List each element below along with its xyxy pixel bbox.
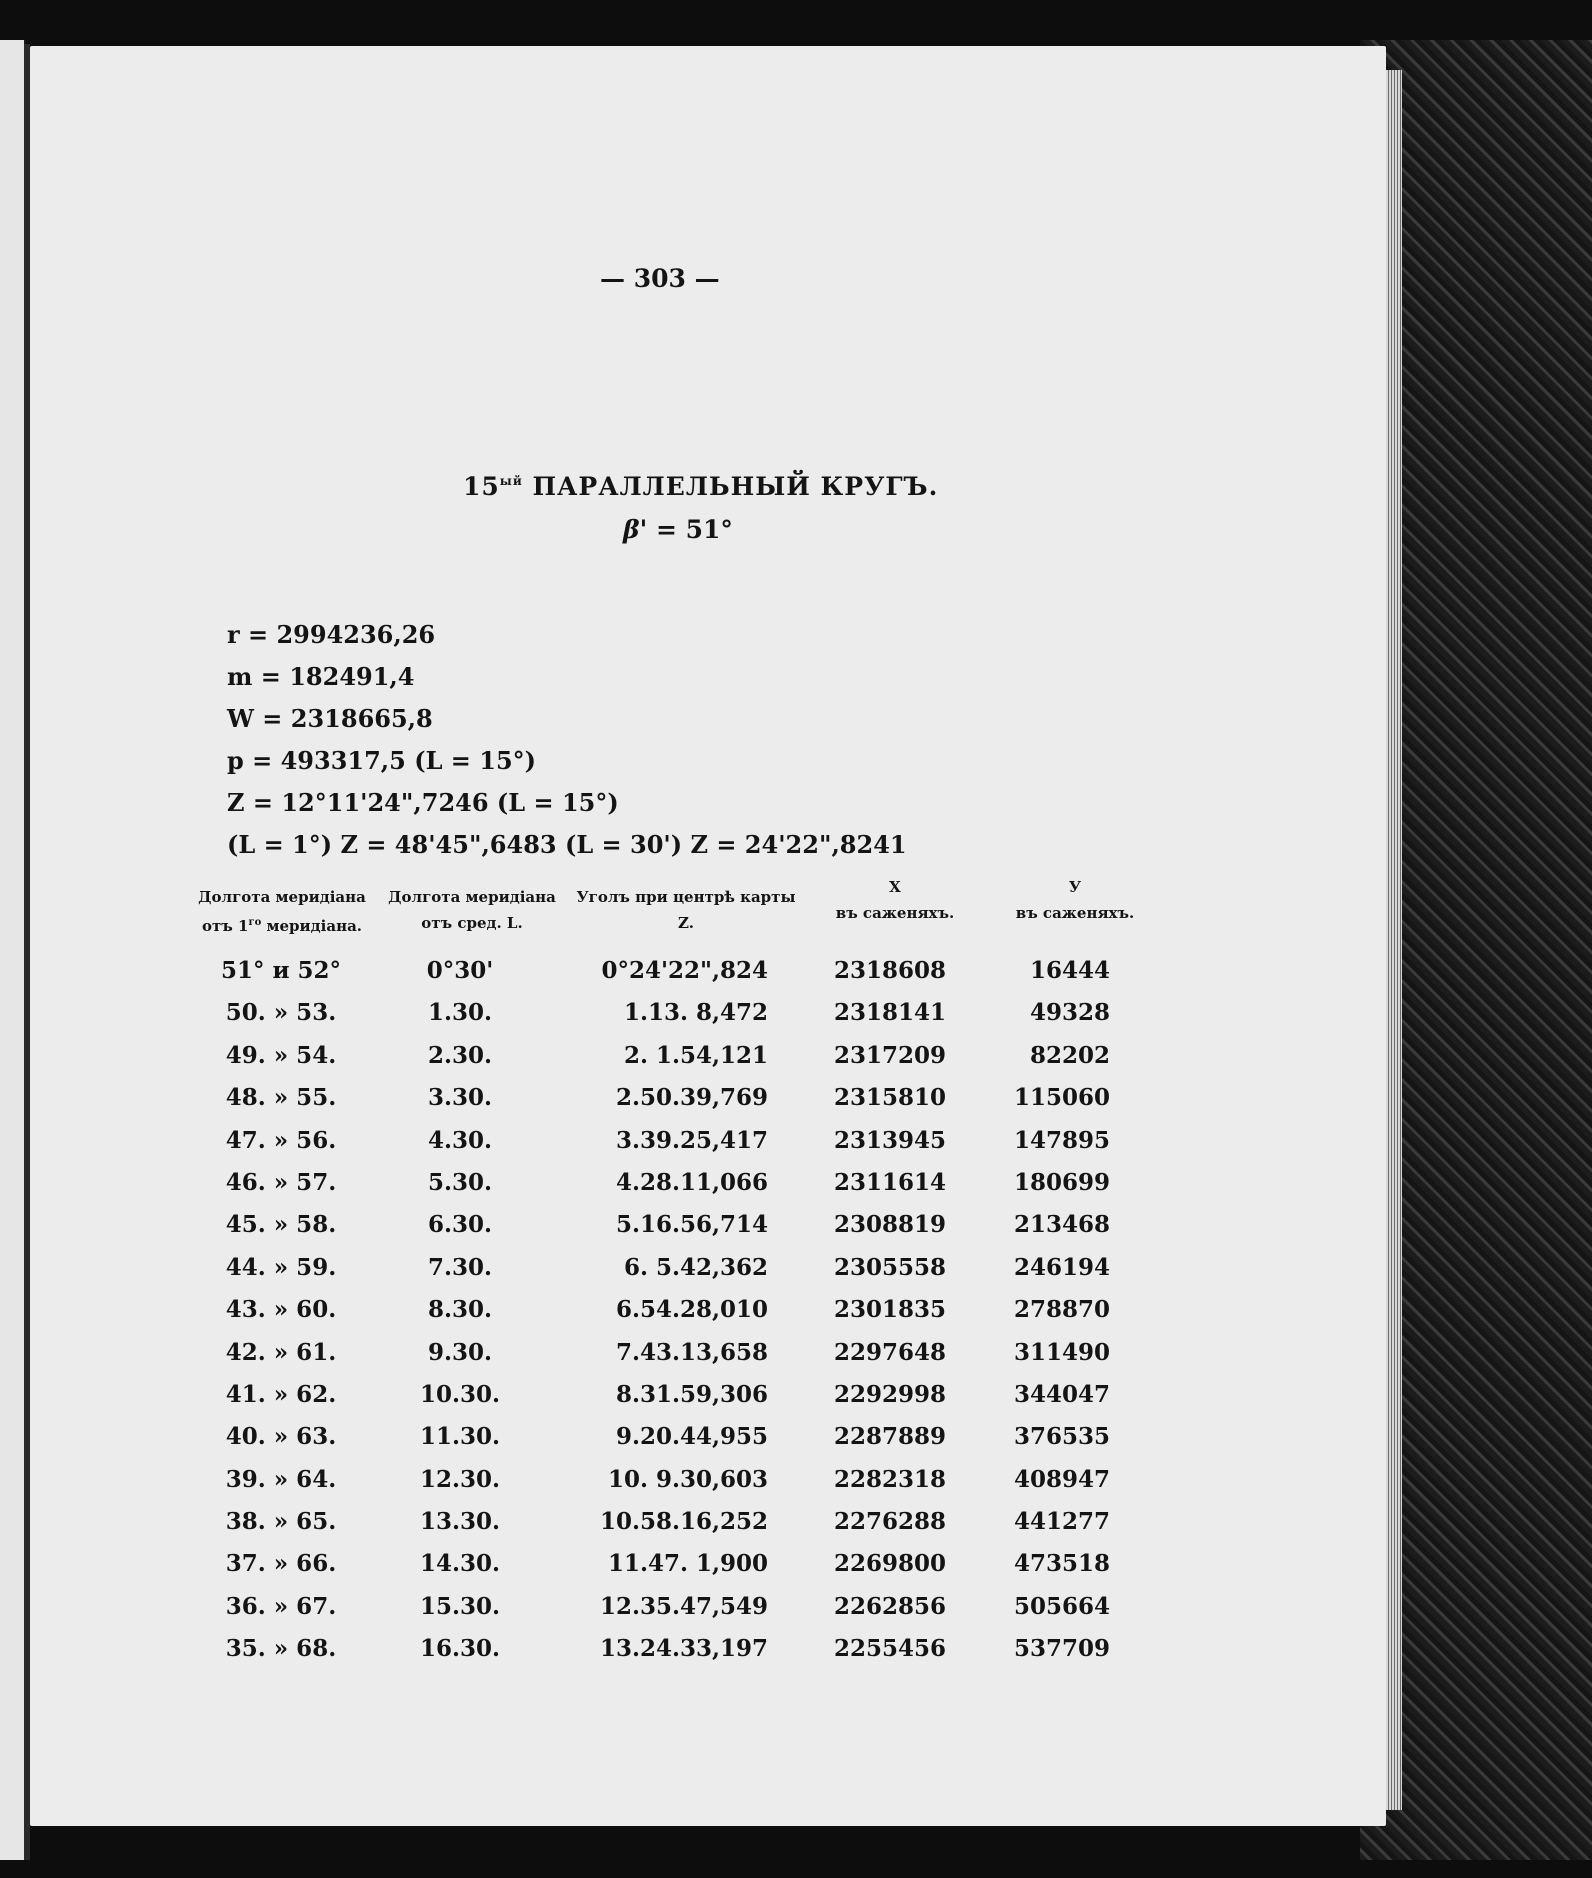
angle-cell: 11.47. 1,900 [607,1550,768,1578]
table-row [190,1416,1130,1458]
header-part: отъ 1 [201,917,249,935]
previous-page-edge [0,40,26,1860]
x-cell: 2269800 [833,1550,947,1578]
header-line [190,910,374,939]
table-row [190,1289,1130,1331]
angle-cell: 1.13. 8,472 [623,999,768,1027]
header-angle-center [576,884,796,936]
header-line: У [1068,878,1082,896]
formula-r: r = 2994236,26 [227,620,436,649]
longitude-first-cell: 47. » 56. [225,1126,337,1154]
x-cell: 2318608 [833,957,947,984]
angle-cell: 10. 9.30,603 [607,1465,768,1493]
longitude-middle-cell: 5.30. [427,1168,493,1196]
header-line: отъ сред. L. [421,914,523,932]
y-cell: 537709 [1013,1635,1110,1663]
coordinates-table [190,878,1135,1663]
y-cell: 344047 [1013,1380,1110,1408]
section-title [463,472,938,501]
angle-cell: 3.39.25,417 [615,1126,768,1154]
longitude-middle-cell: 4.30. [427,1126,493,1154]
longitude-middle-cell: 6.30. [427,1211,493,1239]
x-cell: 2282318 [833,1465,947,1493]
book-page [30,46,1386,1826]
y-cell: 473518 [1013,1550,1110,1578]
table-row [190,1120,1130,1162]
y-cell: 16444 [1029,957,1110,984]
y-cell: 441277 [1013,1508,1110,1536]
longitude-first-cell: 43. » 60. [225,1296,337,1324]
y-cell: 115060 [1013,1084,1110,1112]
x-cell: 2313945 [833,1126,947,1154]
angle-cell: 13.24.33,197 [599,1635,768,1663]
longitude-middle-cell: 16.30. [419,1635,501,1663]
table-body [190,950,1130,1671]
formula-z-increments: (L = 1°) Z = 48'45",6483 (L = 30') Z = 24'22",8241 [227,830,907,859]
table-row [190,992,1130,1034]
longitude-middle-cell: 11.30. [419,1423,501,1451]
angle-cell: 2.50.39,769 [615,1084,768,1112]
longitude-first-cell: 49. » 54. [225,1041,337,1069]
x-cell: 2311614 [833,1168,947,1196]
formula-z: Z = 12°11'24",7246 (L = 15°) [227,788,619,817]
x-cell: 2305558 [833,1253,947,1281]
longitude-first-cell: 37. » 66. [225,1550,337,1578]
x-cell: 2317209 [833,1041,947,1069]
x-cell: 2287889 [833,1423,947,1451]
beta-symbol: β' [623,515,648,544]
table-row [190,1586,1130,1628]
header-line: X [889,878,901,896]
x-cell: 2301835 [833,1296,947,1324]
header-line: Z. [678,914,694,932]
table-row [190,1501,1130,1543]
table-row [190,1035,1130,1077]
table-row [190,1459,1130,1501]
y-cell: 311490 [1013,1338,1110,1366]
longitude-first-cell: 39. » 64. [225,1465,337,1493]
longitude-first-cell: 50. » 53. [225,999,337,1027]
angle-cell: 10.58.16,252 [599,1508,768,1536]
formula-p: p = 493317,5 (L = 15°) [227,746,537,775]
table-row [190,950,1130,992]
angle-cell: 12.35.47,549 [599,1592,768,1620]
table-row [190,1204,1130,1246]
header-sup: го [248,917,262,928]
table-row [190,1628,1130,1670]
header-line: Долгота меридiана [388,888,556,906]
longitude-middle-cell: 3.30. [427,1084,493,1112]
longitude-first-cell: 40. » 63. [225,1423,337,1451]
y-cell: 408947 [1013,1465,1110,1493]
longitude-first-cell: 38. » 65. [225,1508,337,1536]
formula-w: W = 2318665,8 [227,704,433,733]
latitude-line [623,515,733,544]
x-cell: 2318141 [833,999,947,1027]
y-cell: 213468 [1013,1211,1110,1239]
header-part: меридiана. [261,917,363,935]
x-cell: 2255456 [833,1635,947,1663]
longitude-first-cell: 46. » 57. [225,1168,337,1196]
longitude-middle-cell: 0°30' [426,957,494,984]
x-cell: 2276288 [833,1508,947,1536]
header-longitude-middle [386,884,558,936]
longitude-middle-cell: 12.30. [419,1465,501,1493]
x-cell: 2315810 [833,1084,947,1112]
longitude-middle-cell: 15.30. [419,1592,501,1620]
longitude-middle-cell: 10.30. [419,1380,501,1408]
table-row [190,1077,1130,1119]
longitude-middle-cell: 9.30. [427,1338,493,1366]
x-cell: 2297648 [833,1338,947,1366]
header-line: Уголъ при центрѣ карты [576,888,796,906]
header-y [990,874,1160,926]
y-cell: 376535 [1013,1423,1110,1451]
angle-cell: 0°24'22",824 [601,957,768,984]
y-cell: 246194 [1013,1253,1110,1281]
angle-cell: 5.16.56,714 [615,1211,768,1239]
longitude-first-cell: 36. » 67. [225,1592,337,1620]
angle-cell: 2. 1.54,121 [623,1041,768,1069]
formula-m: m = 182491,4 [227,662,415,691]
longitude-first-cell: 51° и 52° [220,957,342,984]
angle-cell: 9.20.44,955 [615,1423,768,1451]
y-cell: 505664 [1013,1592,1110,1620]
x-cell: 2292998 [833,1380,947,1408]
title-number: 15 [463,472,500,501]
page-number: — 303 — [600,264,720,293]
table-row [190,1374,1130,1416]
longitude-middle-cell: 1.30. [427,999,493,1027]
longitude-first-cell: 41. » 62. [225,1380,337,1408]
longitude-middle-cell: 7.30. [427,1253,493,1281]
longitude-middle-cell: 14.30. [419,1550,501,1578]
y-cell: 278870 [1013,1296,1110,1324]
y-cell: 49328 [1029,999,1110,1027]
longitude-first-cell: 42. » 61. [225,1338,337,1366]
table-row [190,1247,1130,1289]
x-cell: 2262856 [833,1592,947,1620]
header-x [810,874,980,926]
longitude-first-cell: 44. » 59. [225,1253,337,1281]
beta-value: = 51° [647,515,733,544]
longitude-middle-cell: 8.30. [427,1296,493,1324]
header-line: въ саженяхъ. [835,904,955,922]
angle-cell: 4.28.11,066 [615,1168,768,1196]
x-cell: 2308819 [833,1211,947,1239]
longitude-first-cell: 48. » 55. [225,1084,337,1112]
y-cell: 147895 [1013,1126,1110,1154]
table-row [190,1332,1130,1374]
title-text: ПАРАЛЛЕЛЬНЫЙ КРУГЪ. [522,472,939,501]
y-cell: 82202 [1029,1041,1110,1069]
table-row [190,1543,1130,1585]
table-row [190,1162,1130,1204]
header-line: Долгота меридiана [198,888,366,906]
longitude-first-cell: 45. » 58. [225,1211,337,1239]
longitude-first-cell: 35. » 68. [225,1635,337,1663]
angle-cell: 6. 5.42,362 [623,1253,768,1281]
y-cell: 180699 [1013,1168,1110,1196]
header-line: въ саженяхъ. [1015,904,1135,922]
formula-block [227,614,907,866]
longitude-middle-cell: 2.30. [427,1041,493,1069]
longitude-middle-cell: 13.30. [419,1508,501,1536]
angle-cell: 8.31.59,306 [615,1380,768,1408]
header-longitude-first-meridian [190,884,374,939]
angle-cell: 7.43.13,658 [615,1338,768,1366]
title-ordinal-suffix: ый [499,474,523,488]
angle-cell: 6.54.28,010 [615,1296,768,1324]
